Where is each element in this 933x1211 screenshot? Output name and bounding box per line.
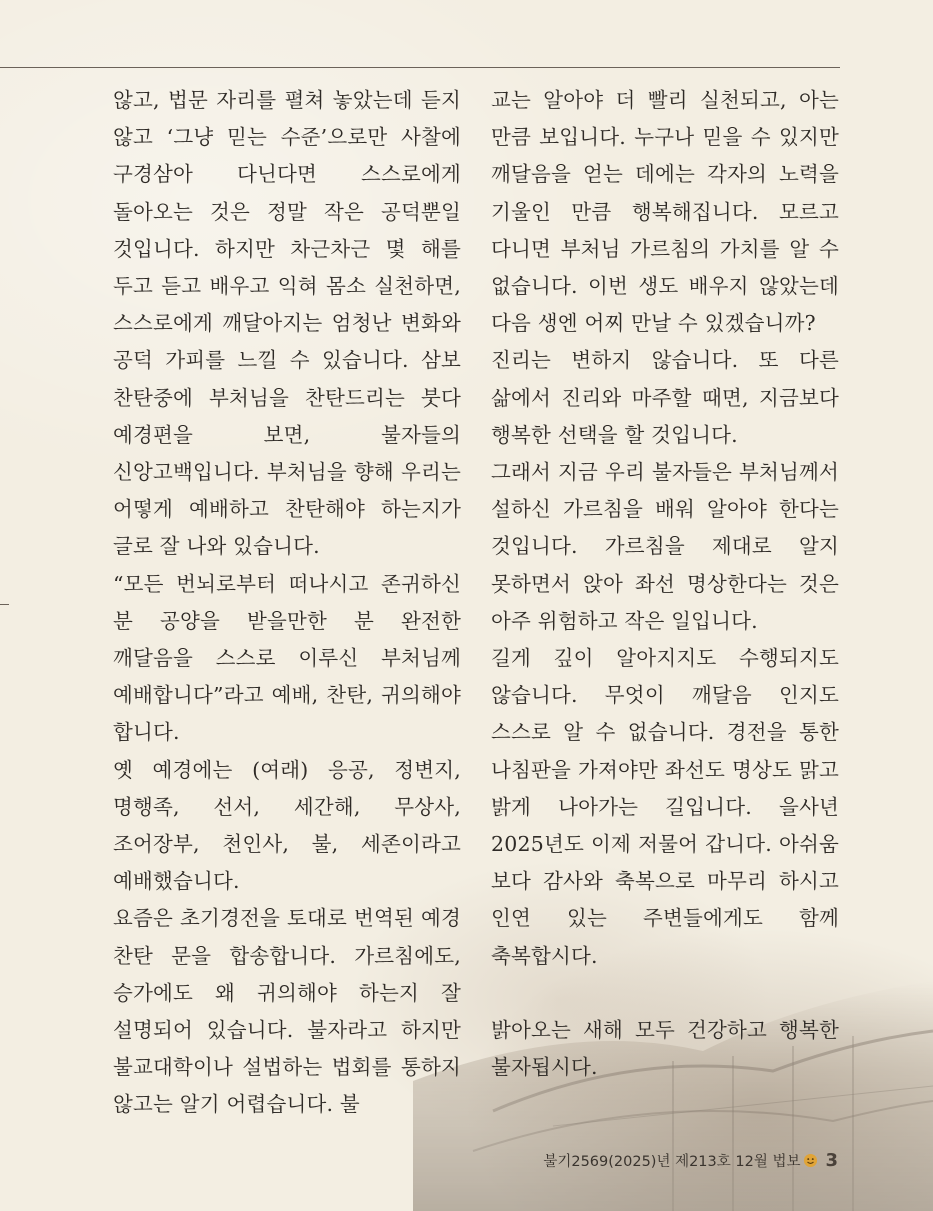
paragraph: 길게 깊이 알아지지도 수행되지도 않습니다. 무엇이 깨달음 인지도 스스로 알 수 없습니다. 경전을 통한 나침판을 가져야만 좌선도 명상도 맑고 밝게 나아가는 길입니다. 을사년 2025년도 이제 저물어 갑니다. 아쉬움 보다 감사와 축복으로 마무리 하시고 인연 있는 주변들에게도 함께 축복합시다.: [491, 646, 839, 968]
page-footer: [543, 1150, 838, 1171]
paragraph: “모든 번뇌로부터 떠나시고 존귀하신 분 공양을 받을만한 분 완전한 깨달음을 스스로 이루신 부처님께 예배합니다”라고 예배, 찬탄, 귀의해야 합니다.: [113, 571, 461, 745]
paragraph: 않고, 법문 자리를 펼쳐 놓았는데 듣지 않고 ‘그냥 믿는 수준’으로만 사찰에 구경삼아 다닌다면 스스로에게 돌아오는 것은 정말 작은 공덕뿐일 것입니다. 하지만 차근차근 몇 해를 두고 듣고 배우고 익혀 몸소 실천하면, 스스로에게 깨달아지는 엄청난 변화와 공덕 가피를 느낄 수 있습니다. 삼보 찬탄중에 부처님을 찬탄드리는 붓다 예경편을 보면, 불자들의 신앙고백입니다. 부처님을 향해 우리는 어떻게 예배하고 찬탄해야 하는지가 글로 잘 나와 있습니다.: [113, 88, 461, 559]
page-number: 3: [825, 1150, 838, 1171]
smiley-icon: [803, 1153, 818, 1168]
paragraph: 옛 예경에는 (여래) 응공, 정변지, 명행족, 선서, 세간해, 무상사, 조어장부, 천인사, 불, 세존이라고 예배했습니다.: [113, 757, 461, 894]
header-rule: [0, 67, 840, 68]
issue-info: 불기2569(2025)년 제213호 12월 법보: [543, 1154, 801, 1170]
paragraph: 진리는 변하지 않습니다. 또 다른 삶에서 진리와 마주할 때면, 지금보다 행복한 선택을 할 것입니다.: [491, 348, 839, 447]
right-column: [491, 82, 839, 1086]
left-column: [113, 82, 461, 1124]
closing-paragraph: 밝아오는 새해 모두 건강하고 행복한 불자됩시다.: [491, 1018, 839, 1080]
margin-mark: [0, 604, 9, 605]
paragraph: 교는 알아야 더 빨리 실천되고, 아는 만큼 보입니다. 누구나 믿을 수 있지만 깨달음을 얻는 데에는 각자의 노력을 기울인 만큼 행복해집니다. 모르고 다니면 부처님 가르침의 가치를 알 수 없습니다. 이번 생도 배우지 않았는데 다음 생엔 어찌 만날 수 있겠습니까?: [491, 88, 839, 336]
paragraph: 그래서 지금 우리 불자들은 부처님께서 설하신 가르침을 배워 알아야 한다는 것입니다. 가르침을 제대로 알지 못하면서 앉아 좌선 명상한다는 것은 아주 위험하고 작은 일입니다.: [491, 460, 839, 633]
paragraph: 요즘은 초기경전을 토대로 번역된 예경 찬탄 문을 합송합니다. 가르침에도, 승가에도 왜 귀의해야 하는지 잘 설명되어 있습니다. 불자라고 하지만 불교대학이나 설법하는 법회를 통하지 않고는 알기 어렵습니다. 불: [113, 906, 461, 1117]
